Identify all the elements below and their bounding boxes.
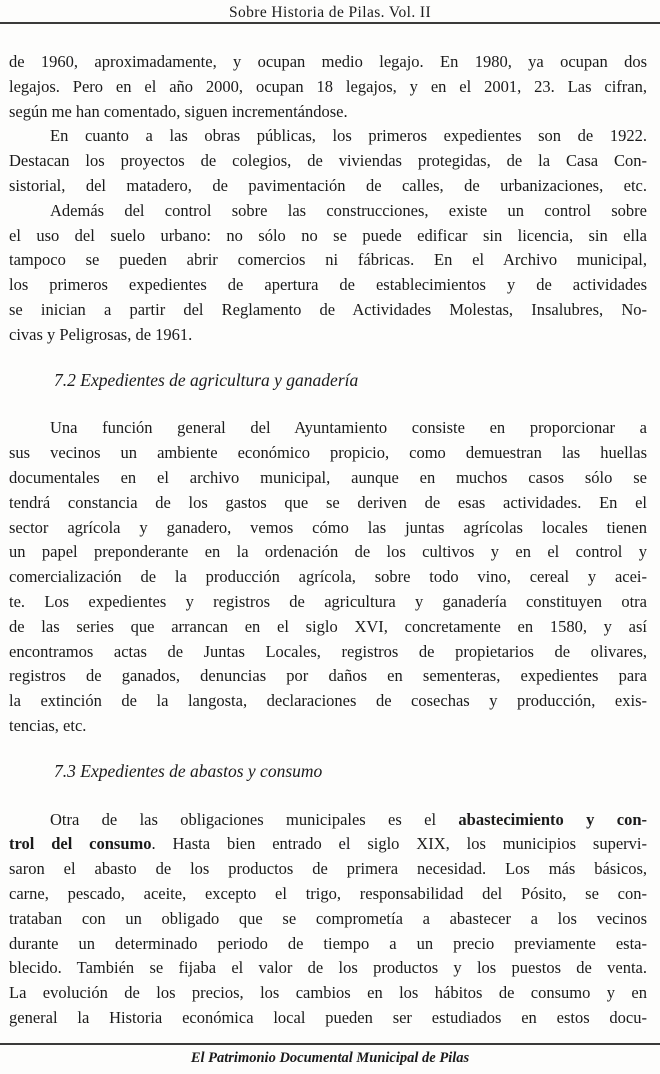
text-segment: tampoco se pueden abrir comercios ni fábricas. En el Archivo municipal,: [9, 250, 647, 270]
text-line: [9, 466, 647, 491]
page-header: [0, 0, 660, 26]
paragraph: [9, 199, 647, 348]
text-line: [9, 298, 647, 323]
text-line: [9, 75, 647, 100]
text-line: [9, 491, 647, 516]
text-line: [9, 124, 647, 149]
text-segment: sistorial, del matadero, de pavimentación de calles, de urbanizaciones, etc.: [9, 175, 647, 195]
text-line: [9, 540, 647, 565]
text-line: [9, 516, 647, 541]
paragraph: [9, 50, 647, 124]
text-segment: tencias, etc.: [9, 715, 87, 735]
paragraph: [9, 808, 647, 1031]
text-line: [9, 882, 647, 907]
text-segment: legajos. Pero en el año 2000, ocupan 18 legajos, y en el 2001, 23. Las cifran,: [9, 76, 647, 96]
footer-rule: [0, 1043, 660, 1045]
bold-text-segment: abastecimiento y con-: [458, 809, 647, 829]
text-segment: La evolución de los precios, los cambios en los hábitos de consumo y en: [9, 983, 647, 1003]
text-segment: . Hasta bien entrado el siglo XIX, los municipios supervi-: [151, 834, 647, 854]
text-segment: sector agrícola y ganadero, vemos cómo las juntas agrícolas locales tienen: [9, 517, 647, 537]
text-line: [9, 956, 647, 981]
text-segment: Destacan los proyectos de colegios, de viviendas protegidas, de la Casa Con-: [9, 151, 647, 171]
text-line: [9, 224, 647, 249]
text-line: [9, 640, 647, 665]
paragraph: [9, 416, 647, 738]
text-segment: comercialización de la producción agrícola, sobre todo vino, cereal y acei-: [9, 567, 647, 587]
text-line: [9, 100, 647, 125]
text-segment: el uso del suelo urbano: no sólo no se puede edificar sin licencia, sin ella: [9, 225, 647, 245]
text-segment: En cuanto a las obras públicas, los primeros expedientes son de 1922.: [50, 126, 647, 146]
section-heading: 7.3 Expedientes de abastos y consumo: [54, 760, 323, 781]
text-segment: los primeros expedientes de apertura de establecimientos y de actividades: [9, 275, 647, 295]
text-line: [9, 981, 647, 1006]
text-line: [9, 664, 647, 689]
running-header-title: Sobre Historia de Pilas. Vol. II: [228, 4, 432, 21]
text-line: [9, 273, 647, 298]
text-segment: de 1960, aproximadamente, y ocupan medio legajo. En 1980, ya ocupan dos: [9, 52, 647, 71]
paragraph: [9, 124, 647, 198]
text-segment: te. Los expedientes y registros de agricultura y ganadería constituyen otra: [9, 591, 647, 611]
text-line: [9, 441, 647, 466]
text-segment: según me han comentado, siguen incrementándose.: [9, 101, 348, 121]
body-text: [9, 50, 647, 1031]
text-segment: encontramos actas de Juntas Locales, registros de propietarios de olivares,: [9, 641, 647, 661]
text-segment: carne, pescado, aceite, excepto el trigo, responsabilidad del Pósito, se con-: [9, 883, 647, 903]
text-segment: general la Historia económica local pueden ser estudiados en estos docu-: [9, 1007, 647, 1027]
text-line: [9, 416, 647, 441]
text-line: [9, 907, 647, 932]
text-segment: Además del control sobre las construcciones, existe un control sobre: [50, 200, 647, 220]
text-line: [9, 615, 647, 640]
text-segment: registros de ganados, denuncias por daños en sementeras, expedientes para: [9, 666, 647, 686]
text-line: [9, 689, 647, 714]
text-line: [9, 50, 647, 75]
text-segment: civas y Peligrosas, de 1961.: [9, 324, 193, 344]
text-segment: de las series que arrancan en el siglo XVI, concretamente en 1580, y así: [9, 616, 647, 636]
text-line: [9, 832, 647, 857]
text-line: [9, 565, 647, 590]
section-heading: 7.2 Expedientes de agricultura y ganadería: [54, 369, 359, 390]
text-segment: sus vecinos un ambiente económico propicio, como demuestran las huellas: [9, 443, 647, 463]
text-segment: tendrá constancia de los gastos que se deriven de esas actividades. En el: [9, 492, 647, 512]
text-segment: se inician a partir del Reglamento de Actividades Molestas, Insalubres, No-: [9, 299, 647, 319]
text-line: [9, 714, 647, 739]
running-footer-title: El Patrimonio Documental Municipal de Pilas: [190, 1050, 470, 1066]
text-line: [9, 199, 647, 224]
text-line: [9, 149, 647, 174]
header-rule: [0, 22, 660, 24]
text-line: [9, 808, 647, 833]
text-segment: saron el abasto de los productos de primera necesidad. Los más básicos,: [9, 859, 647, 879]
text-segment: la extinción de la langosta, declaraciones de cosechas y producción, exis-: [9, 691, 647, 711]
text-line: [9, 323, 647, 348]
text-segment: blecido. También se fijaba el valor de los productos y los puestos de venta.: [9, 958, 647, 978]
text-line: [9, 248, 647, 273]
text-segment: durante un determinado periodo de tiempo a un precio previamente esta-: [9, 933, 647, 953]
text-line: [9, 932, 647, 957]
text-segment: Una función general del Ayuntamiento consiste en proporcionar a: [50, 418, 647, 438]
text-segment: documentales en el archivo municipal, aunque en muchos casos sólo se: [9, 467, 647, 487]
text-line: [9, 590, 647, 615]
text-line: [9, 857, 647, 882]
text-line: [9, 1006, 647, 1031]
text-line: [9, 174, 647, 199]
bold-text-segment: trol del consumo: [9, 834, 152, 854]
text-segment: un papel preponderante en la ordenación de los cultivos y en el control y: [9, 542, 647, 562]
text-segment: trataban con un obligado que se comprometía a abastecer a los vecinos: [9, 908, 647, 928]
text-segment: Otra de las obligaciones municipales es el: [50, 809, 459, 829]
